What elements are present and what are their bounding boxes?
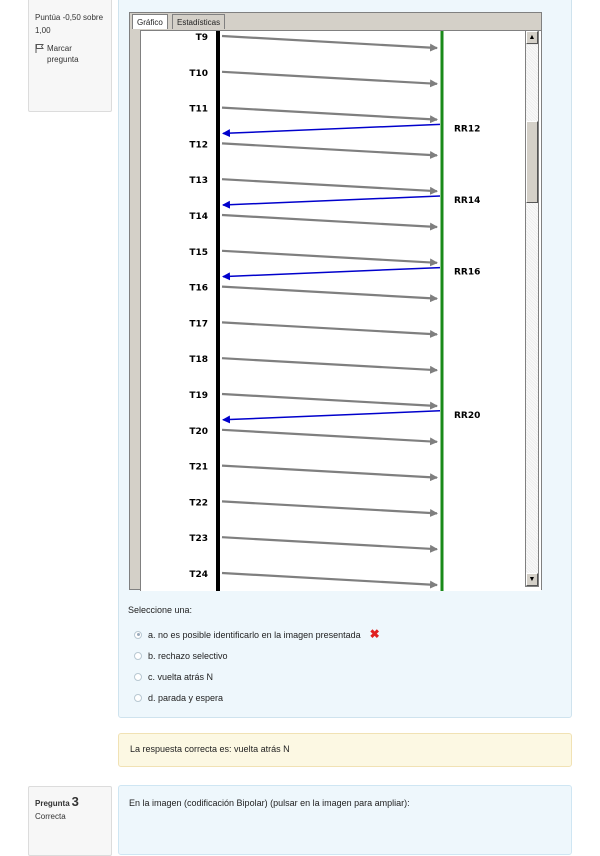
frame-label: T24 [189, 570, 208, 580]
frame-label: T12 [189, 140, 208, 151]
data-frame-arrow [222, 108, 437, 120]
option-d-label: d. parada y espera [148, 692, 224, 703]
sequence-diagram [140, 30, 541, 591]
data-frame-arrow [222, 322, 437, 334]
data-frame-arrow [222, 501, 437, 513]
tab-grafico[interactable]: Gráfico [132, 14, 168, 29]
data-frame-arrow [222, 143, 437, 155]
question-number: 3 [71, 794, 79, 809]
data-frame-arrow [222, 466, 437, 478]
radio-b[interactable] [134, 652, 142, 660]
question-info-panel [28, 0, 112, 112]
data-frame-arrow [222, 215, 437, 227]
question-3-text: En la imagen (codificación Bipolar) (pulsar en la imagen para ampliar): [129, 798, 410, 808]
frame-label: T13 [189, 176, 208, 187]
option-a[interactable] [134, 624, 380, 645]
rr-label: RR12 [454, 124, 481, 135]
timing-diagram-svg [141, 31, 541, 591]
ack-arrow [223, 411, 440, 420]
radio-a[interactable] [134, 631, 142, 639]
radio-d[interactable] [134, 694, 142, 702]
frame-label: T15 [189, 247, 208, 258]
flag-icon [35, 44, 44, 53]
frame-label: T23 [189, 534, 208, 545]
ack-arrow [223, 268, 440, 277]
frame-label: T17 [189, 319, 208, 330]
rr-label: RR16 [454, 267, 481, 278]
ack-arrow [223, 196, 440, 205]
frame-label: T21 [189, 462, 208, 473]
rr-label: RR14 [454, 196, 481, 206]
question-status: Correcta [35, 812, 66, 821]
question-3-content [118, 785, 572, 855]
frame-label: T16 [189, 283, 208, 294]
frame-label: T18 [189, 355, 208, 366]
question-3-info-panel [28, 786, 112, 856]
data-frame-arrow [222, 287, 437, 299]
answer-options [134, 624, 380, 708]
flag-question-link[interactable] [35, 43, 105, 65]
flag-label: Marcar pregunta [47, 44, 79, 64]
vertical-scrollbar[interactable] [525, 30, 539, 587]
data-frame-arrow [222, 573, 437, 585]
frame-label: T11 [189, 104, 208, 115]
data-frame-arrow [222, 394, 437, 406]
rr-label: RR20 [454, 410, 481, 421]
data-frame-arrow [222, 358, 437, 370]
option-c[interactable] [134, 666, 380, 687]
ack-arrow [223, 124, 440, 133]
frame-label: T14 [189, 212, 208, 222]
select-one-prompt: Seleccione una: [128, 605, 193, 615]
option-c-label: c. vuelta atrás N [148, 671, 214, 682]
data-frame-arrow [222, 179, 437, 191]
option-d[interactable] [134, 687, 380, 708]
scroll-down-icon[interactable]: ▼ [526, 573, 538, 586]
option-a-label: a. no es posible identificarlo en la imagen presentada [148, 629, 361, 640]
data-frame-arrow [222, 251, 437, 263]
scrollbar-thumb[interactable] [526, 121, 538, 203]
data-frame-arrow [222, 36, 437, 48]
option-b[interactable] [134, 645, 380, 666]
scroll-up-icon[interactable]: ▲ [526, 31, 538, 44]
frame-label: T20 [189, 426, 208, 437]
correct-answer-feedback: La respuesta correcta es: vuelta atrás N [118, 733, 572, 767]
radio-c[interactable] [134, 673, 142, 681]
tab-estadisticas[interactable]: Estadísticas [172, 14, 225, 29]
score-text: Puntúa -0,50 sobre 1,00 [35, 13, 104, 35]
data-frame-arrow [222, 72, 437, 84]
question-label: Pregunta [35, 799, 70, 808]
frame-label: T9 [195, 33, 208, 43]
frame-label: T10 [189, 68, 208, 79]
frame-label: T22 [189, 498, 208, 509]
frame-label: T19 [189, 391, 208, 401]
data-frame-arrow [222, 537, 437, 549]
simulation-applet [129, 12, 542, 590]
option-b-label: b. rechazo selectivo [148, 650, 228, 661]
data-frame-arrow [222, 430, 437, 442]
incorrect-icon: ✖ [369, 627, 380, 641]
